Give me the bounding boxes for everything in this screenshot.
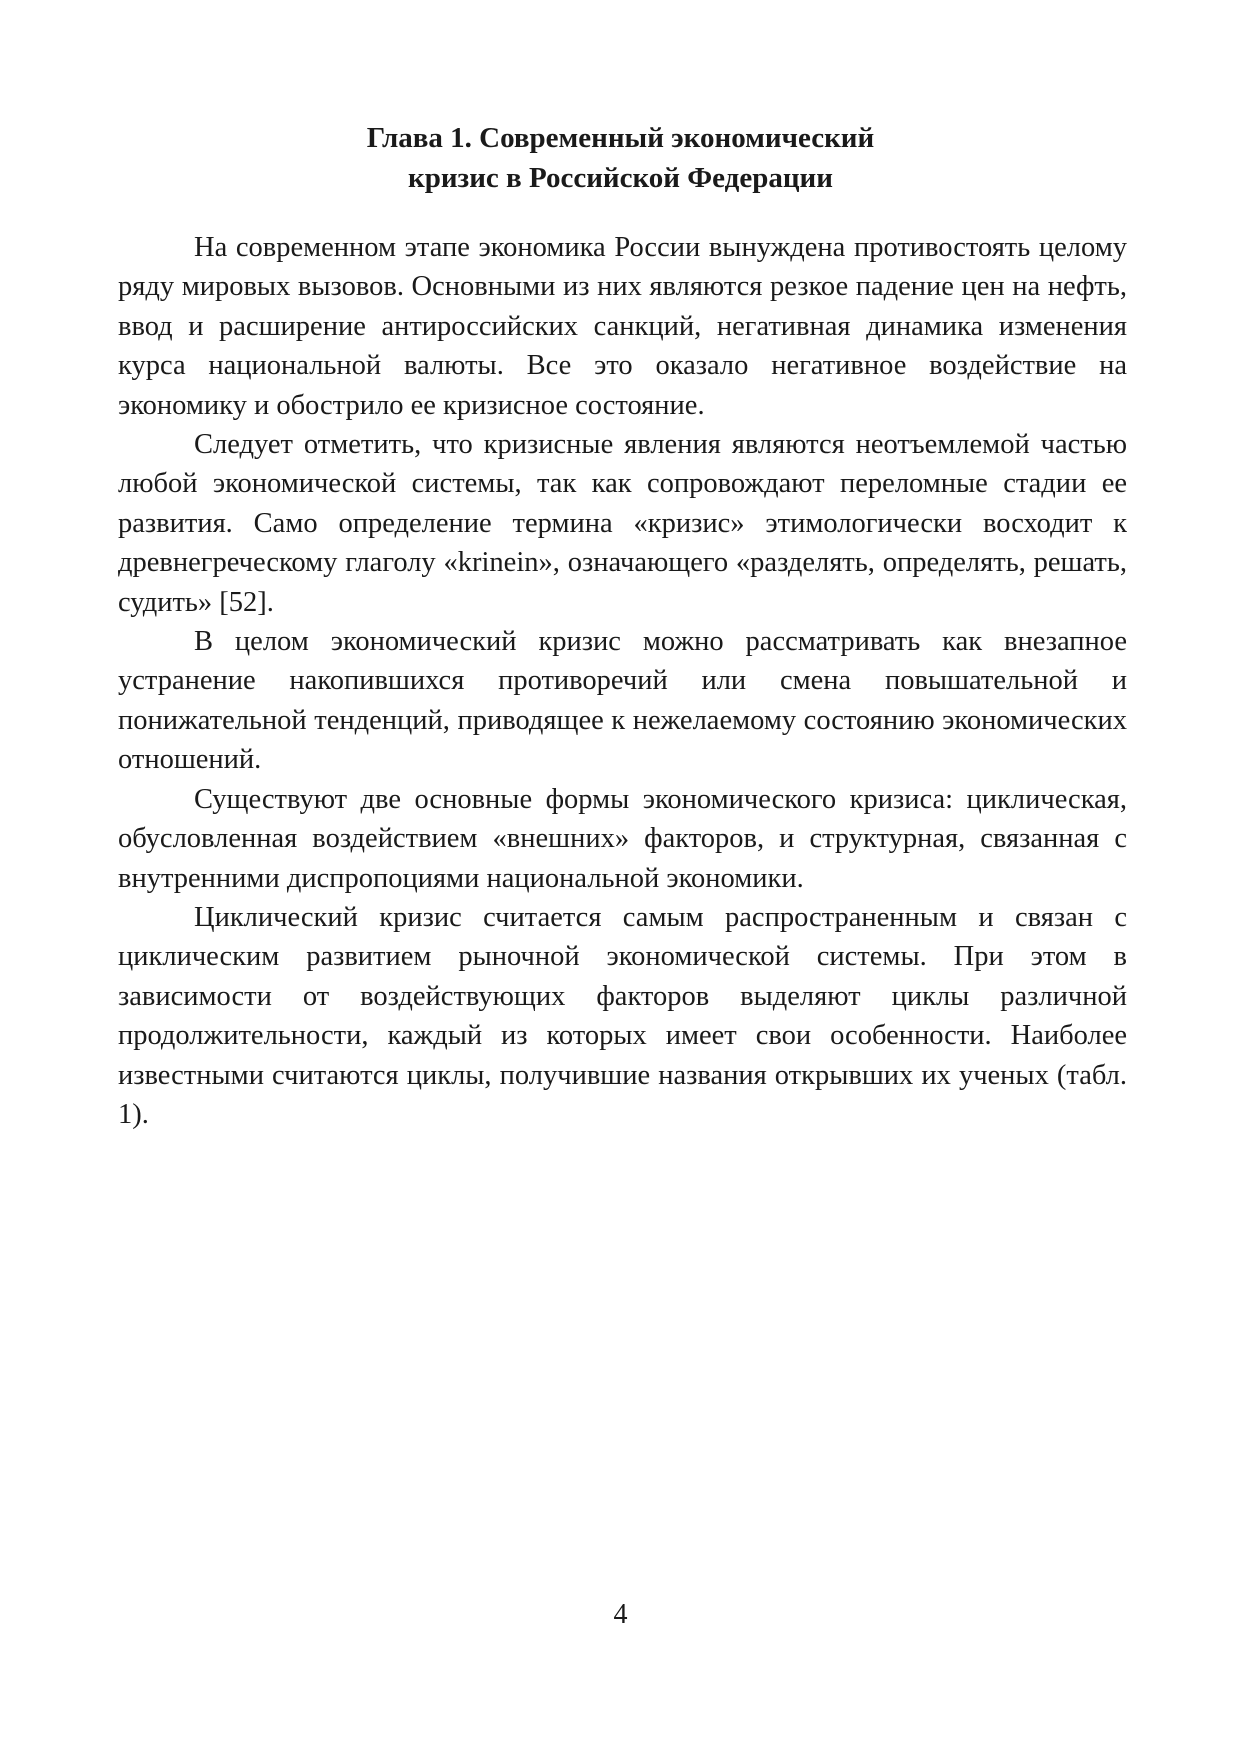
- paragraph-2: Следует отметить, что кризисные явления являются неотъемлемой частью любой экономической системы, так как сопровождают переломные стадии ее развития. Само определение термина «кризис» этимологически восходит к древнегреческому глаголу «krinein», означающего «разделять, определять, решать, судить» [52].: [118, 429, 1127, 618]
- chapter-title-line-1: Глава 1. Современный экономический: [366, 122, 875, 154]
- chapter-title-line-2: кризис в Российской Федерации: [408, 162, 833, 194]
- body-text: [118, 228, 1127, 1134]
- page-number: 4: [613, 1599, 628, 1630]
- paragraph-4: Существуют две основные формы экономического кризиса: циклическая, обусловленная воздействием «внешних» факторов, и структурная, связанная с внутренними диспропоциями национальной экономики.: [118, 783, 1127, 894]
- paragraph-5: Циклический кризис считается самым распространенным и связан с циклическим развитием рыночной экономической системы. При этом в зависимости от воздействующих факторов выделяют циклы различной продолжительности, каждый из которых имеет свои особенности. Наиболее известными считаются циклы, получившие названия открывших их ученых (табл. 1).: [118, 901, 1127, 1130]
- paragraph-1: На современном этапе экономика России вынуждена противостоять целому ряду мировых вызовов. Основными из них являются резкое падение цен на нефть, ввод и расширение антироссийских санкций, негативная динамика изменения курса национальной валюты. Все это оказало негативное воздействие на экономику и обострило ее кризисное состояние.: [118, 232, 1127, 421]
- paragraph-3: В целом экономический кризис можно рассматривать как внезапное устранение накопившихся противоречий или смена повышательной и понижательной тенденций, приводящее к нежелаемому состоянию экономических отношений.: [118, 626, 1127, 776]
- chapter-title: [0, 118, 1241, 198]
